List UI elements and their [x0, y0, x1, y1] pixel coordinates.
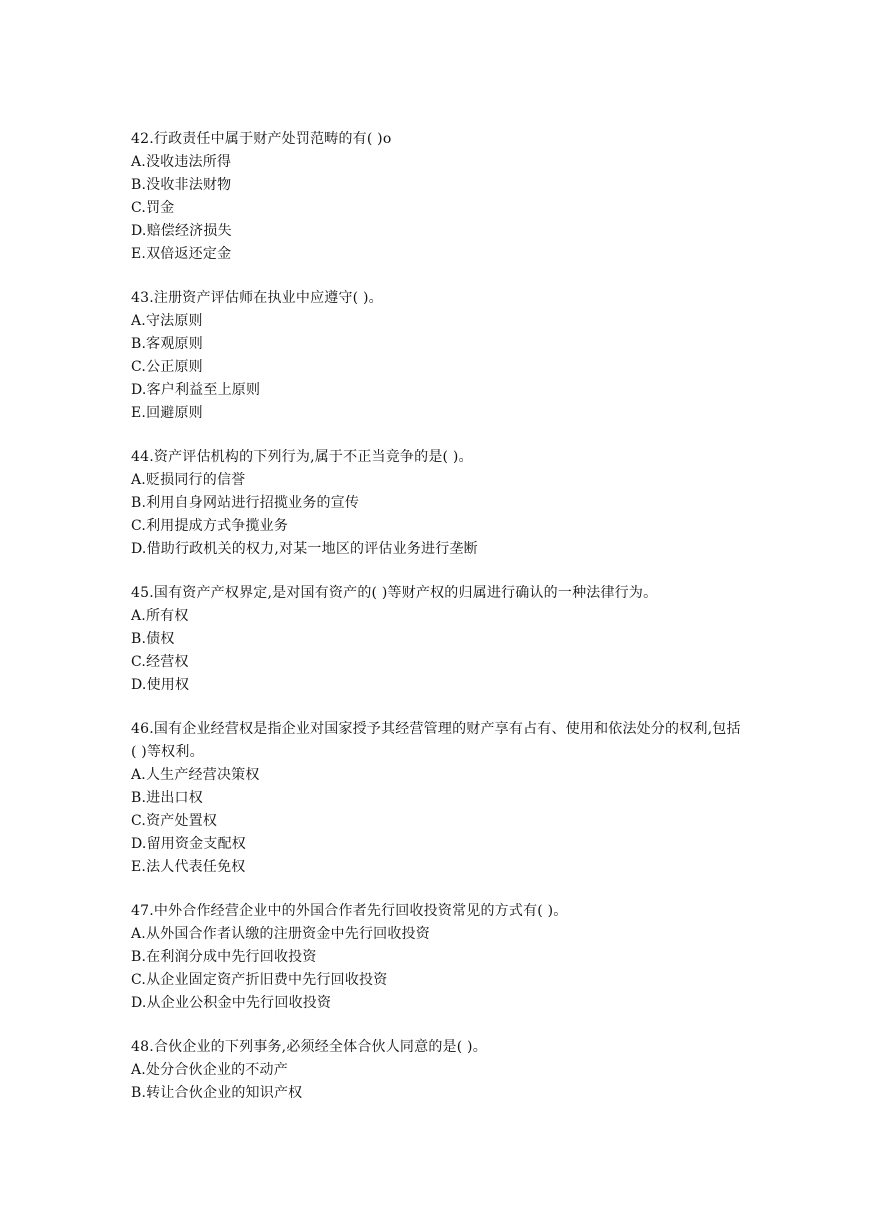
option-c: C.罚金	[131, 200, 175, 216]
option-b: B.进出口权	[131, 790, 203, 806]
option-a: A.贬损同行的信誉	[131, 472, 246, 488]
option-a: A.人生产经营决策权	[131, 767, 260, 783]
option-c: C.从企业固定资产折旧费中先行回收投资	[131, 972, 388, 988]
question-stem: 46.国有企业经营权是指企业对国家授予其经营管理的财产享有占有、使用和依法处分的权利,包括( )等权利。	[131, 721, 741, 760]
question-44	[131, 446, 771, 561]
option-d: D.客户利益至上原则	[131, 382, 261, 398]
option-d: D.赔偿经济损失	[131, 223, 232, 239]
option-c: C.经营权	[131, 654, 189, 670]
question-stem: 44.资产评估机构的下列行为,属于不正当竞争的是( )。	[131, 449, 473, 465]
option-e: E.法人代表任免权	[131, 859, 246, 875]
question-48	[131, 1036, 771, 1105]
question-43	[131, 287, 771, 425]
option-a: A.处分合伙企业的不动产	[131, 1062, 288, 1078]
option-c: C.资产处置权	[131, 813, 218, 829]
option-b: B.没收非法财物	[131, 177, 232, 193]
question-47	[131, 900, 771, 1015]
question-stem: 48.合伙企业的下列事务,必须经全体合伙人同意的是( )。	[131, 1039, 487, 1055]
option-d: D.使用权	[131, 677, 190, 693]
option-d: D.借助行政机关的权力,对某一地区的评估业务进行垄断	[131, 541, 478, 557]
option-c: C.公正原则	[131, 359, 203, 375]
option-b: B.转让合伙企业的知识产权	[131, 1085, 303, 1101]
option-b: B.利用自身网站进行招揽业务的宣传	[131, 495, 360, 511]
option-a: A.所有权	[131, 608, 189, 624]
question-stem: 47.中外合作经营企业中的外国合作者先行回收投资常见的方式有( )。	[131, 903, 568, 919]
option-a: A.没收违法所得	[131, 154, 232, 170]
option-e: E.双倍返还定金	[131, 246, 232, 262]
question-42	[131, 128, 771, 266]
option-d: D.从企业公积金中先行回收投资	[131, 995, 332, 1011]
question-45	[131, 582, 771, 697]
question-stem: 42.行政责任中属于财产处罚范畴的有( )o	[131, 131, 392, 147]
option-a: A.从外国合作者认缴的注册资金中先行回收投资	[131, 926, 430, 942]
option-b: B.在利润分成中先行回收投资	[131, 949, 317, 965]
question-stem: 45.国有资产产权界定,是对国有资产的( )等财产权的归属进行确认的一种法律行为。	[131, 585, 658, 601]
option-e: E.回避原则	[131, 405, 203, 421]
option-d: D.留用资金支配权	[131, 836, 246, 852]
option-a: A.守法原则	[131, 313, 203, 329]
question-stem: 43.注册资产评估师在执业中应遵守( )。	[131, 290, 383, 306]
document-page	[131, 128, 771, 1126]
question-46	[131, 718, 771, 879]
option-b: B.债权	[131, 631, 175, 647]
option-b: B.客观原则	[131, 336, 203, 352]
option-c: C.利用提成方式争揽业务	[131, 518, 289, 534]
